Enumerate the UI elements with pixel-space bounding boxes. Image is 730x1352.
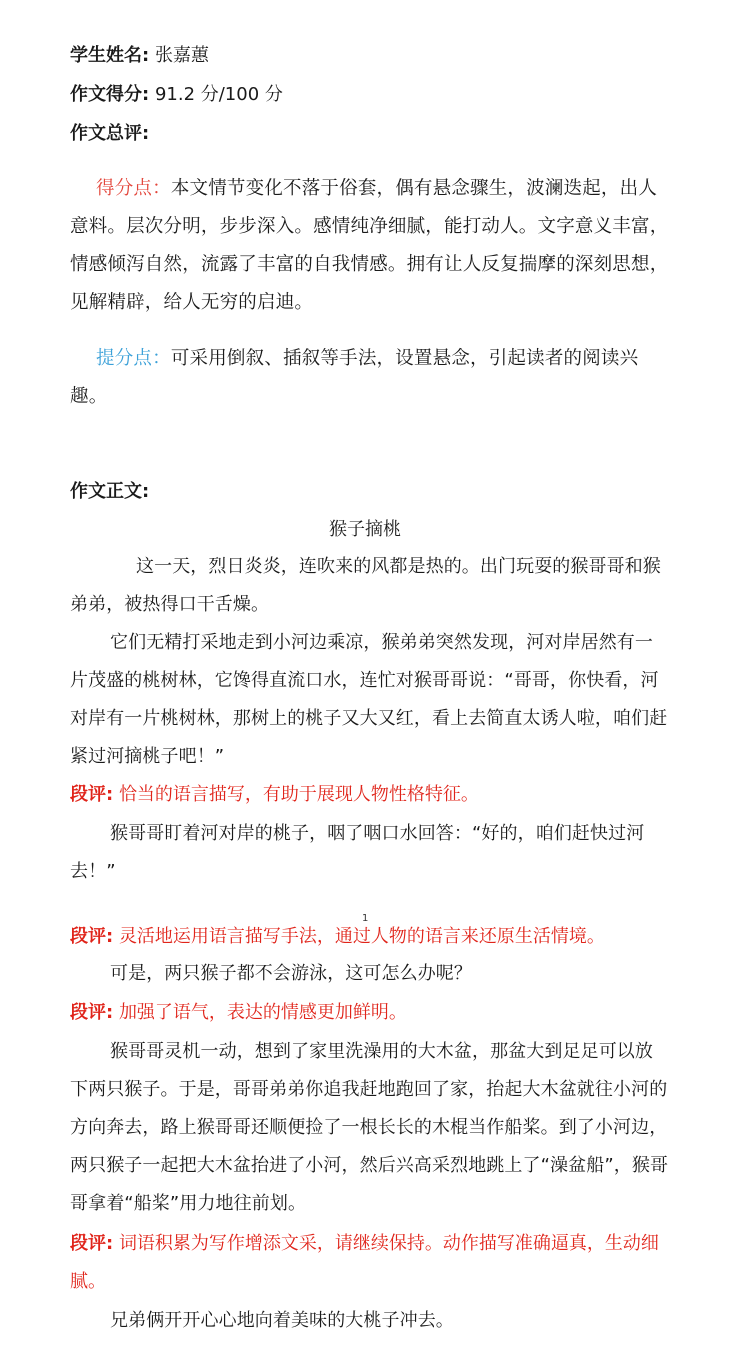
student-name-label: 学生姓名: <box>70 45 150 66</box>
essay-title: 猴子摘桃 <box>329 519 401 540</box>
comment-label: 段评: <box>70 926 114 947</box>
improve-points-paragraph <box>70 340 670 416</box>
comment-text: 词语积累为写作增添文采，请继续保持。动作描写准确逼真，生动细腻。 <box>70 1233 659 1292</box>
essay-paragraph-3: 猴哥哥盯着河对岸的桃子，咽了咽口水回答：“好的，咱们赶快过河去！” <box>70 823 645 882</box>
score-label: 作文得分: <box>70 84 150 105</box>
score-line <box>70 81 283 109</box>
essay-body-label: 作文正文: <box>70 481 150 502</box>
student-name-value: 张嘉蕙 <box>154 45 209 66</box>
essay-paragraph-5: 猴哥哥灵机一动，想到了家里洗澡用的大木盆，那盆大到足足可以放下两只猴子。于是，哥哥弟弟你追我赶地跑回了家，抬起大木盆就往小河的方向奔去，路上猴哥哥还顺便捡了一根长长的木棍当作船桨。到了小河边，两只猴子一起把大木盆抬进了小河，然后兴高采烈地跳上了“澡盆船”，猴哥哥拿着“船桨”用力地往前划。 <box>70 1041 669 1214</box>
essay-paragraph-4: 可是，两只猴子都不会游泳，这可怎么办呢？ <box>110 963 472 984</box>
comment-text: 加强了语气，表达的情感更加鲜明。 <box>118 1002 407 1023</box>
comment-label: 段评: <box>70 1233 114 1254</box>
paragraph-comment-3 <box>70 994 670 1032</box>
score-points-tag: 得分点： <box>96 178 171 199</box>
improve-points-tag: 提分点： <box>96 348 171 369</box>
comment-label: 段评: <box>70 784 114 805</box>
essay-paragraph-1: 这一天，烈日炎炎，连吹来的风都是热的。出门玩耍的猴哥哥和猴弟弟，被热得口干舌燥。 <box>70 556 661 615</box>
student-name-line <box>70 42 209 70</box>
score-points-text: 本文情节变化不落于俗套，偶有悬念骤生，波澜迭起，出人意料。层次分明，步步深入。感情纯净细腻，能打动人。文字意义丰富，情感倾泻自然，流露了丰富的自我情感。拥有让人反复揣摩的深刻思想，见解精辟，给人无穷的启迪。 <box>70 178 669 313</box>
page-number: 1 <box>362 913 369 924</box>
improve-points-text: 可采用倒叙、插叙等手法，设置悬念，引起读者的阅读兴趣。 <box>70 348 639 407</box>
score-points-paragraph <box>70 170 670 322</box>
essay-paragraph-6: 兄弟俩开开心心地向着美味的大桃子冲去。 <box>110 1310 454 1331</box>
paragraph-comment-2 <box>70 918 670 956</box>
paragraph-comment-1 <box>70 776 670 814</box>
comment-text: 恰当的语言描写，有助于展现人物性格特征。 <box>118 784 479 805</box>
overall-review-label: 作文总评: <box>70 123 150 144</box>
essay-paragraph-2: 它们无精打采地走到小河边乘凉，猴弟弟突然发现，河对岸居然有一片茂盛的桃树林，它馋得直流口水，连忙对猴哥哥说：“哥哥，你快看，河对岸有一片桃树林，那树上的桃子又大又红，看上去简直太诱人啦，咱们赶紧过河摘桃子吧！” <box>70 632 668 767</box>
paragraph-comment-4 <box>70 1225 670 1301</box>
comment-label: 段评: <box>70 1002 114 1023</box>
overall-review-heading <box>70 120 149 148</box>
comment-text: 灵活地运用语言描写手法，通过人物的语言来还原生活情境。 <box>118 926 605 947</box>
score-value: 91.2 分/100 分 <box>154 84 283 105</box>
essay-body-heading <box>70 478 149 506</box>
